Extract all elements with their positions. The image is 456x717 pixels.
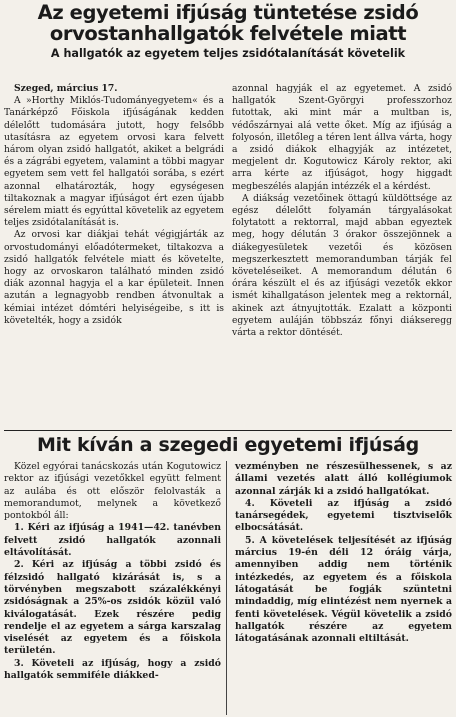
article-subheadline: A hallgatók az egyetem teljes zsidótalanítását követelik — [50, 47, 406, 60]
second-article-body — [4, 461, 452, 715]
paragraph: vezményben ne részesülhessenek, s az állami vezetés alatt álló kollégiumok azonnal zárják ki a zsidó hallgatókat. — [235, 461, 452, 497]
memorandum-point-2: 2. Kéri az ifjúság a többi zsidó és félzsidó hallgató kizárását is, s a törvényben megszabott százalékkényi zsidóságnak a 25%-os zsidók közül való kiválogatását. Ezek részére pedig rendelje el az egyetem a sárga karszalag viselését az egyetem és a főiskola területén. — [4, 559, 221, 657]
paragraph: azonnal hagyják el az egyetemet. A zsidó hallgatók Szent-Györgyi professzorhoz futottak, aki mint már a multban is, védőszárnyai alá vette őket. Míg az ifjúság a folyosón, illetőleg a téren lent állva várta, hogy a zsidó diákok elhagyják az intézetet, megjelent dr. Kogutowicz Károly rektor, aki arra kérte az ifjúságot, hogy higgadt megbeszélés alapján intézzék el a kérdést. — [232, 83, 452, 192]
memorandum-point-3: 3. Követeli az ifjúság, hogy a zsidó hallgatók semmiféle diákked- — [4, 657, 221, 682]
section-divider — [4, 430, 452, 431]
paragraph: Az orvosi kar diákjai tehát végigjárták az orvostudományi előadótermeket, tiltakozva a zsidó hallgatók felvétele miatt és követelte, hogy az orvoskaron található minden zsidó diák azonnal hagyja el a kar épületeit. Innen azután a legnagyobb rendben átvonultak a kémiai intézet dómtéri helyiségeibe, s itt is követelték, hogy a zsidók — [4, 229, 224, 326]
paragraph: Közel egyórai tanácskozás után Kogutowicz rektor az ifjúsági vezetőkkel együtt felment az aulába és ott először felolvasták a memorandumot, melynek a következő pontokból áll: — [4, 461, 221, 522]
memorandum-point-4: 4. Követeli az ifjúság a zsidó tanársegédek, egyetemi tisztviselők elbocsátását. — [235, 497, 452, 534]
second-article-column-left — [4, 461, 227, 715]
article-body — [4, 83, 452, 428]
paragraph: A »Horthy Miklós-Tudományegyetem« és a Tanárképző Főiskola ifjúságának kedden délelőtt tudomására jutott, hogy felsőbb utasításra az egyetem orvosi kara felvett három olyan zsidó hallgatót, akiket a belgrádi és a zágrábi egyetem, valamint a többi magyar egyetem sem vett fel hallgatói sorába, s ezért azonnal elhatározták, hogy egységesen tiltakoznak a magyar ifjúságot ért ezen újabb sérelem miatt és egyúttal követelik az egyetem teljes zsidótalanítását is. — [4, 95, 224, 229]
dateline: Szeged, március 17. — [14, 83, 118, 94]
memorandum-point-5: 5. A követelések teljesítését az ifjúság március 19-én déli 12 óráig várja, amennyiben addig nem történik intézkedés, az egyetem és a főiskola látogatását be fogják szüntetni mindaddig, míg elintézést nem nyernek a fenti követelések. Végül követelik a zsidó hallgatók részére az egyetem látogatásának azonnali eltiltását. — [235, 534, 452, 645]
article-column-left — [4, 83, 224, 428]
article-column-right — [232, 83, 452, 428]
second-article-headline: Mit kíván a szegedi egyetemi ifjúság — [37, 434, 419, 456]
second-article-column-right — [235, 461, 452, 715]
article-headline: Az egyetemi ifjúság tüntetése zsidó orvostanhallgatók felvétele miatt — [37, 1, 419, 45]
memorandum-point-1: 1. Kéri az ifjúság a 1941—42. tanévben felvett zsidó hallgatók azonnali eltávolítását. — [4, 522, 221, 559]
paragraph: A diákság vezetőinek öttagú küldöttsége az egész délelőtt folyamán tárgyalásokat folytatott a rektorral, majd abban egyeztek meg, hogy délután 3 órakor összejönnek a diákegyesületek vezetői és közösen megszerkesztett memorandumban tárják fel követeléseiket. A memorandum délután 6 órára készült el és az ifjúsági vezetők ekkor ismét kihallgatáson jelentek meg a rektornál, akinek azt átnyujtották. Ezalatt a központi egyetem auláján többszáz főnyi diákseregg várta a rektor döntését. — [232, 192, 452, 339]
